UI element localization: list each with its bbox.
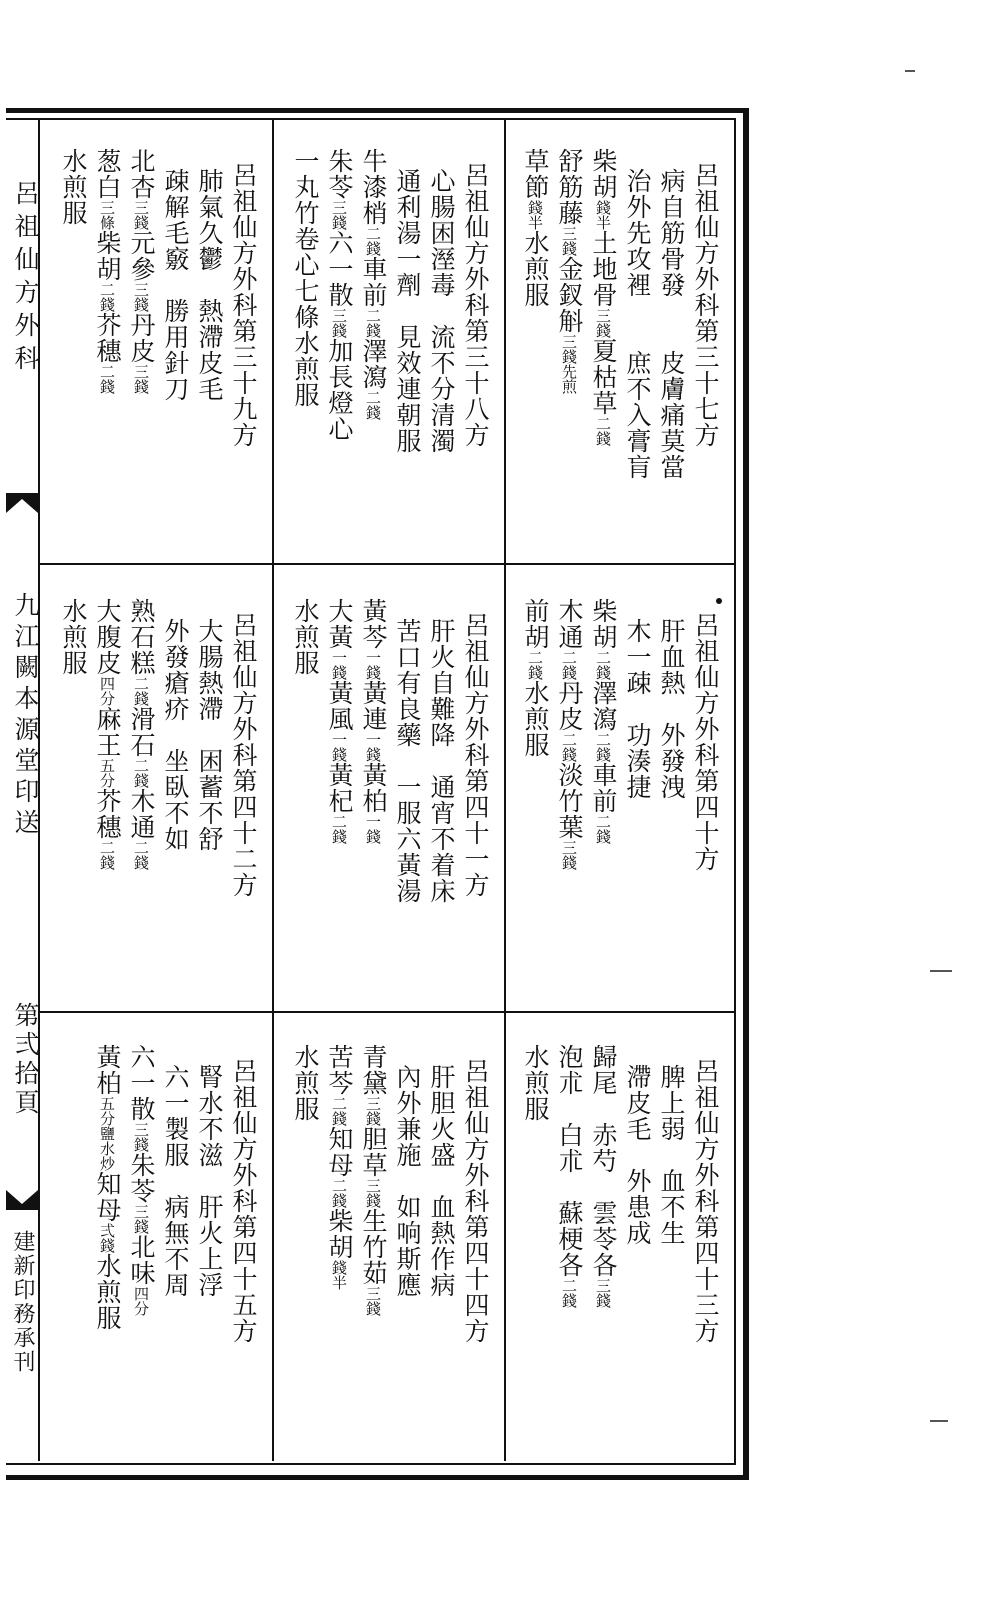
prescription-text-column [426,618,456,904]
prescription-text-column [194,168,224,402]
text-run: 肺氣久鬱 熱滯皮毛 [195,168,224,402]
dosage-annotation: 二錢 [364,308,382,338]
text-run: 水煎服 [521,1044,550,1122]
dosage-annotation: 二錢 [330,814,348,844]
text-run: 苦口有良藥 一服六黃湯 [393,618,422,904]
dosage-annotation: 三錢 [560,840,578,870]
text-run: 水煎服 [291,1044,320,1122]
text-run: 呂祖仙方外科第四十四方 [461,1058,490,1344]
prescription-text-column [656,1064,686,1246]
prescription-text-column [622,168,652,480]
dosage-annotation: 二錢 [560,1278,578,1308]
prescription-text-column [160,1064,190,1298]
text-run: 北味 [127,1234,156,1286]
text-run: 泡朮 白朮 蘇梗各 [555,1044,584,1278]
text-run: 車前 [359,256,388,308]
prescription-text-column [554,598,584,870]
text-run: 脾上弱 血不生 [657,1064,686,1246]
text-run: 六一散 [325,230,354,308]
text-run: 呂祖仙方外科第四十五方 [229,1058,258,1344]
text-run: 肝火自難降 通宵不着床 [427,618,456,904]
prescription-text-column [92,598,122,870]
text-run: 通利湯一劑 見效連朝服 [393,168,422,454]
dosage-annotation: 三條 [98,200,116,230]
spine-book-title: 呂祖仙方外科 [11,180,40,378]
text-run: 黃芩 [359,598,388,650]
text-run: 滯皮毛 外患成 [623,1064,652,1246]
fishtail-mark-icon [6,493,38,513]
text-run: 木一疎 功湊捷 [623,618,652,800]
text-run: 牛漆梢 [359,148,388,226]
prescription-text-column [656,168,686,480]
text-run: 加長燈心 [325,338,354,442]
prescription-title [690,1058,720,1344]
dosage-annotation: 二錢 [132,758,150,788]
prescription-text-column [290,148,320,408]
text-run: 呂祖仙方外科第三十七方 [691,162,720,448]
punctuation-dot [716,598,722,604]
text-run: 朱苓 [127,1152,156,1204]
text-run: 水煎服 [59,598,88,676]
text-run: 葱白 [93,148,122,200]
prescription-text-column [588,598,618,844]
dosage-annotation: 三錢先煎 [560,334,578,394]
text-run: 麻王 [93,706,122,758]
text-run: 金釵斛 [555,256,584,334]
dosage-annotation: 二錢 [560,650,578,680]
prescription-text-column [324,1044,354,1290]
dosage-annotation: 二錢 [330,1178,348,1208]
dosage-annotation: 一錢 [330,650,348,680]
dosage-annotation: 三錢 [330,308,348,338]
text-run: 疎解毛竅 勝用針刀 [161,168,190,402]
prescription-text-column [520,148,550,308]
prescription-text-column [392,1064,422,1298]
prescription-text-column [324,148,354,442]
dosage-annotation: 五分鹽水炒 [98,1096,116,1171]
text-run: 六一製服 病無不周 [161,1064,190,1298]
dosage-annotation: 二錢 [132,676,150,706]
text-run: 知母 [325,1126,354,1178]
prescription-title [690,612,720,872]
prescription-text-column [392,168,422,454]
dosage-annotation: 三錢 [594,1278,612,1308]
text-run: 丹皮 [127,312,156,364]
text-run: 車前 [589,762,618,814]
text-run: 土地骨 [589,230,618,308]
text-run: 六一散 [127,1044,156,1122]
dosage-annotation: 一錢 [364,732,382,762]
text-run: 水煎服 [521,230,550,308]
dosage-annotation: 二錢 [98,364,116,394]
text-run: 呂祖仙方外科第三十九方 [229,162,258,448]
dosage-annotation: 三錢 [364,1178,382,1208]
text-run: 黃柏 [93,1044,122,1096]
text-run: 北杏 [127,148,156,200]
dosage-annotation: 二錢 [330,1096,348,1126]
prescription-text-column [358,1044,388,1316]
prescription-text-column [588,148,618,446]
prescription-text-column [58,148,88,226]
spine-publisher: 九江闕本源堂印送 [11,592,40,840]
prescription-text-column [126,1044,156,1316]
prescription-text-column [92,148,122,394]
prescription-text-column [656,618,686,800]
text-run: 苦芩 [325,1044,354,1096]
prescription-text-column [622,1064,652,1246]
text-run: 胆草 [359,1126,388,1178]
dosage-annotation: 弍錢 [98,1223,116,1253]
text-run: 元參 [127,230,156,282]
dosage-annotation: 二錢 [364,390,382,420]
prescription-title [228,1058,258,1344]
dosage-annotation: 三錢 [330,200,348,230]
prescription-text-column [126,598,156,870]
prescription-text-column [290,598,320,676]
dosage-annotation: 二錢 [132,840,150,870]
text-run: 治外先攻裡 庶不入膏肓 [623,168,652,480]
scan-speck [930,970,952,972]
grid-horizontal-line [38,563,734,565]
dosage-annotation: 三錢 [132,1204,150,1234]
text-run: 內外兼施 如响斯應 [393,1064,422,1298]
prescription-title [460,1058,490,1344]
prescription-text-column [622,618,652,800]
text-run: 肝血熱 外發洩 [657,618,686,800]
scan-speck [905,70,915,72]
dosage-annotation: 二錢 [594,416,612,446]
dosage-annotation: 三錢 [132,364,150,394]
scan-speck [930,1420,948,1422]
dosage-annotation: 一錢 [330,732,348,762]
grid-vertical-line [272,118,274,1461]
text-run: 芥穗 [93,312,122,364]
dosage-annotation: 二錢 [594,732,612,762]
spine-page-number: 第弍拾頁 [11,1002,40,1118]
text-run: 水煎服 [521,680,550,758]
text-run: 呂祖仙方外科第四十二方 [229,612,258,898]
dosage-annotation: 二錢 [560,732,578,762]
text-run: 淡竹葉 [555,762,584,840]
text-run: 滑石 [127,706,156,758]
prescription-text-column [554,148,584,394]
dosage-annotation: 三錢 [132,282,150,312]
text-run: 黃柏 [359,762,388,814]
prescription-text-column [324,598,354,844]
text-run: 呂祖仙方外科第四十一方 [461,612,490,898]
prescription-text-column [426,1064,456,1298]
prescription-title [460,612,490,898]
text-run: 大腹皮 [93,598,122,676]
dosage-annotation: 三錢 [132,200,150,230]
prescription-text-column [358,598,388,844]
dosage-annotation: 一錢 [364,650,382,680]
dosage-annotation: 二錢 [594,650,612,680]
text-run: 心腸困溼毒 流不分清濁 [427,168,456,454]
text-run: 青黛 [359,1044,388,1096]
text-run: 柴胡 [589,148,618,200]
dosage-annotation: 四分 [132,1286,150,1316]
prescription-title [460,162,490,448]
dosage-annotation: 一錢 [364,814,382,844]
text-run: 木通 [555,598,584,650]
dosage-annotation: 錢半 [594,200,612,230]
text-run: 朱苓 [325,148,354,200]
text-run: 舒筋藤 [555,148,584,226]
dosage-annotation: 二錢 [526,650,544,680]
prescription-text-column [426,168,456,454]
grid-horizontal-line [38,1011,734,1013]
text-run: 柴胡 [325,1208,354,1260]
prescription-text-column [392,618,422,904]
prescription-text-column [520,1044,550,1122]
prescription-text-column [358,148,388,420]
text-run: 歸尾 赤芍 雲苓各 [589,1044,618,1278]
text-run: 水煎服 [291,598,320,676]
text-run: 肝胆火盛 血熱作病 [427,1064,456,1298]
text-run: 柴胡 [589,598,618,650]
prescription-text-column [290,1044,320,1122]
dosage-annotation: 五分 [98,758,116,788]
dosage-annotation: 錢半 [330,1260,348,1290]
dosage-annotation: 三錢 [594,308,612,338]
text-run: 黃杞 [325,762,354,814]
dosage-annotation: 二錢 [594,814,612,844]
prescription-text-column [58,598,88,676]
text-run: 水煎服 [93,1253,122,1331]
text-run: 芥穗 [93,788,122,840]
dosage-annotation: 三錢 [560,226,578,256]
dosage-annotation: 三錢 [364,1286,382,1316]
prescription-text-column [520,598,550,758]
prescription-text-column [194,618,224,852]
prescription-text-column [194,1064,224,1298]
dosage-annotation: 二錢 [364,226,382,256]
fishtail-mark-icon [6,1190,38,1210]
prescription-title [228,612,258,898]
prescription-text-column [92,1044,122,1331]
text-run: 澤瀉 [589,680,618,732]
dosage-annotation: 三錢 [364,1096,382,1126]
dosage-annotation: 二錢 [98,282,116,312]
text-run: 丹皮 [555,680,584,732]
text-run: 澤瀉 [359,338,388,390]
dosage-annotation: 三錢 [132,1122,150,1152]
text-run: 生竹茹 [359,1208,388,1286]
dosage-annotation: 錢半 [526,200,544,230]
dosage-annotation: 二錢 [98,840,116,870]
text-run: 呂祖仙方外科第四十方 [691,612,720,872]
text-run: 大黃 [325,598,354,650]
text-run: 呂祖仙方外科第三十八方 [461,162,490,448]
text-run: 大腸熱滯 困蓄不舒 [195,618,224,852]
text-run: 呂祖仙方外科第四十三方 [691,1058,720,1344]
prescription-text-column [126,148,156,394]
grid-vertical-line [504,118,506,1461]
text-run: 黃風 [325,680,354,732]
prescription-title [228,162,258,448]
text-run: 黃連 [359,680,388,732]
text-run: 草節 [521,148,550,200]
text-run: 一丸竹卷心七條水煎服 [291,148,320,408]
text-run: 前胡 [521,598,550,650]
prescription-text-column [554,1044,584,1308]
spine-printer: 建新印務承刊 [10,1230,35,1374]
text-run: 熟石糕 [127,598,156,676]
text-run: 外發瘡疥 坐臥不如 [161,618,190,852]
prescription-text-column [160,618,190,852]
text-run: 腎水不滋 肝火上浮 [195,1064,224,1298]
prescription-text-column [160,168,190,402]
text-run: 木通 [127,788,156,840]
text-run: 夏枯草 [589,338,618,416]
dosage-annotation: 四分 [98,676,116,706]
text-run: 病自筋骨發 皮膚痛莫當 [657,168,686,480]
prescription-title [690,162,720,448]
prescription-text-column [588,1044,618,1308]
text-run: 柴胡 [93,230,122,282]
text-run: 知母 [93,1171,122,1223]
text-run: 水煎服 [59,148,88,226]
